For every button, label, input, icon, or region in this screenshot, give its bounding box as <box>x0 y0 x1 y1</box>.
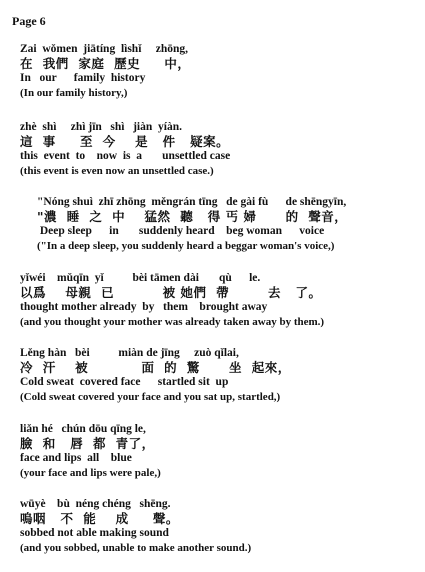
chinese-line: 臉 和 唇 都 青了， <box>20 435 155 451</box>
chinese-line: 嗚咽 不 能 成 聲。 <box>20 510 179 526</box>
pinyin-line: Zai wǒmen jiātíng lìshǐ zhōng, <box>20 43 189 55</box>
chinese-line: "濃 睡 之 中 猛然 聽 得 丐 婦 的 聲音， <box>37 208 348 224</box>
translation-line: (your face and lips were pale,) <box>20 466 161 479</box>
pinyin-line: liǎn hé chún dōu qīng le, <box>20 423 146 435</box>
pinyin-line: wūyè bù néng chéng shēng. <box>20 498 171 510</box>
translation-line: ("In a deep sleep, you suddenly heard a beggar woman's voice,) <box>37 239 335 252</box>
chinese-line: 在 我們 家庭 歷史 中， <box>20 55 191 71</box>
gloss-line: In our family history <box>20 72 146 84</box>
stanza-7 <box>20 497 420 555</box>
stanza-1 <box>20 42 420 100</box>
stanza-3 <box>37 195 422 253</box>
pinyin-line: "Nóng shuì zhī zhōng měngrán tīng de gài fù de shēngyīn, <box>37 196 347 208</box>
gloss-line: Deep sleep in suddenly heard beg woman voice <box>37 225 325 237</box>
translation-line: (In our family history,) <box>20 86 128 99</box>
gloss-line: face and lips all blue <box>20 452 132 464</box>
chinese-line: 以爲 母親 已 被 她們 帶 去 了。 <box>20 284 322 300</box>
gloss-line: thought mother already by them brought away <box>20 301 268 313</box>
translation-line: (this event is even now an unsettled case.) <box>20 164 214 177</box>
stanza-6 <box>20 422 420 480</box>
chinese-line: 這 事 至 今 是 件 疑案。 <box>20 133 230 149</box>
gloss-line: this event to now is a unsettled case <box>20 150 231 162</box>
page-label: Page 6 <box>12 14 46 28</box>
chinese-line: 冷 汗 被 面 的 驚 坐 起來， <box>20 359 291 375</box>
translation-line: (Cold sweat covered your face and you sat up, startled,) <box>20 390 281 403</box>
translation-line: (and you thought your mother was already taken away by them.) <box>20 315 325 328</box>
gloss-line: sobbed not able making sound <box>20 527 169 539</box>
pinyin-line: zhè shì zhì jīn shì jiàn yíàn. <box>20 121 182 133</box>
translation-line: (and you sobbed, unable to make another sound.) <box>20 541 252 554</box>
stanza-5 <box>20 346 420 404</box>
pinyin-line: Lěng hàn bèi miàn de jīng zuò qǐlai, <box>20 347 239 359</box>
stanza-4 <box>20 271 420 329</box>
stanza-2 <box>20 120 420 178</box>
gloss-line: Cold sweat covered face startled sit up <box>20 376 229 388</box>
pinyin-line: yǐwéi mǔqīn yǐ bèi tāmen dài qù le. <box>20 272 261 284</box>
